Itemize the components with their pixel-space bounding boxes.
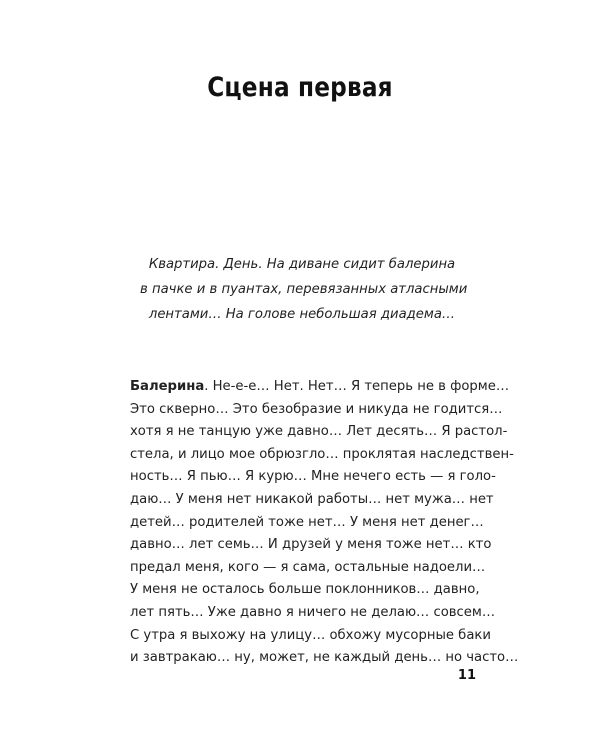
scene-title: Сцена первая	[207, 72, 393, 103]
speech-line: и завтракаю… ну, может, не каждый день… но часто…	[130, 650, 519, 666]
speech-line: лет пять… Уже давно я ничего не делаю… совсем…	[130, 604, 496, 620]
speech-line: хотя я не танцую уже давно… Лет десять… Я растол-	[130, 424, 508, 440]
stage-direction-line: в пачке и в пуантах, перевязанных атласными	[140, 282, 468, 297]
stage-direction-line: лентами… На голове небольшая диадема…	[148, 307, 456, 322]
speech-line: Это скверно… Это безобразие и никуда не годится…	[130, 401, 503, 417]
speech-line: детей… родителей тоже нет… У меня нет денег…	[130, 514, 484, 530]
speech-line: предал меня, кого — я сама, остальные надоели…	[130, 559, 486, 575]
speaker-name: Балерина	[130, 379, 205, 394]
stage-direction-line: Квартира. День. На диване сидит балерина	[148, 257, 456, 272]
speech-line: даю… У меня нет никакой работы… нет мужа… нет	[130, 491, 494, 507]
speech-first-line-text: . Не-е-е… Нет. Нет… Я теперь не в форме…	[204, 379, 510, 394]
stage-direction	[140, 252, 468, 327]
speech-line: давно… лет семь… И друзей у меня тоже нет… кто	[130, 537, 492, 553]
speech-line: стела, и лицо мое обрюзгло… проклятая наследствен-	[130, 446, 514, 462]
speech-line: С утра я выхожу на улицу… обхожу мусорные баки	[130, 627, 491, 643]
speech-line: ность… Я пью… Я курю… Мне нечего есть — я голо-	[130, 469, 496, 485]
dialogue-speech	[130, 376, 519, 670]
speech-line	[130, 376, 510, 399]
speech-line: У меня не осталось больше поклонников… давно,	[130, 582, 480, 598]
page-number: 11	[457, 668, 476, 683]
